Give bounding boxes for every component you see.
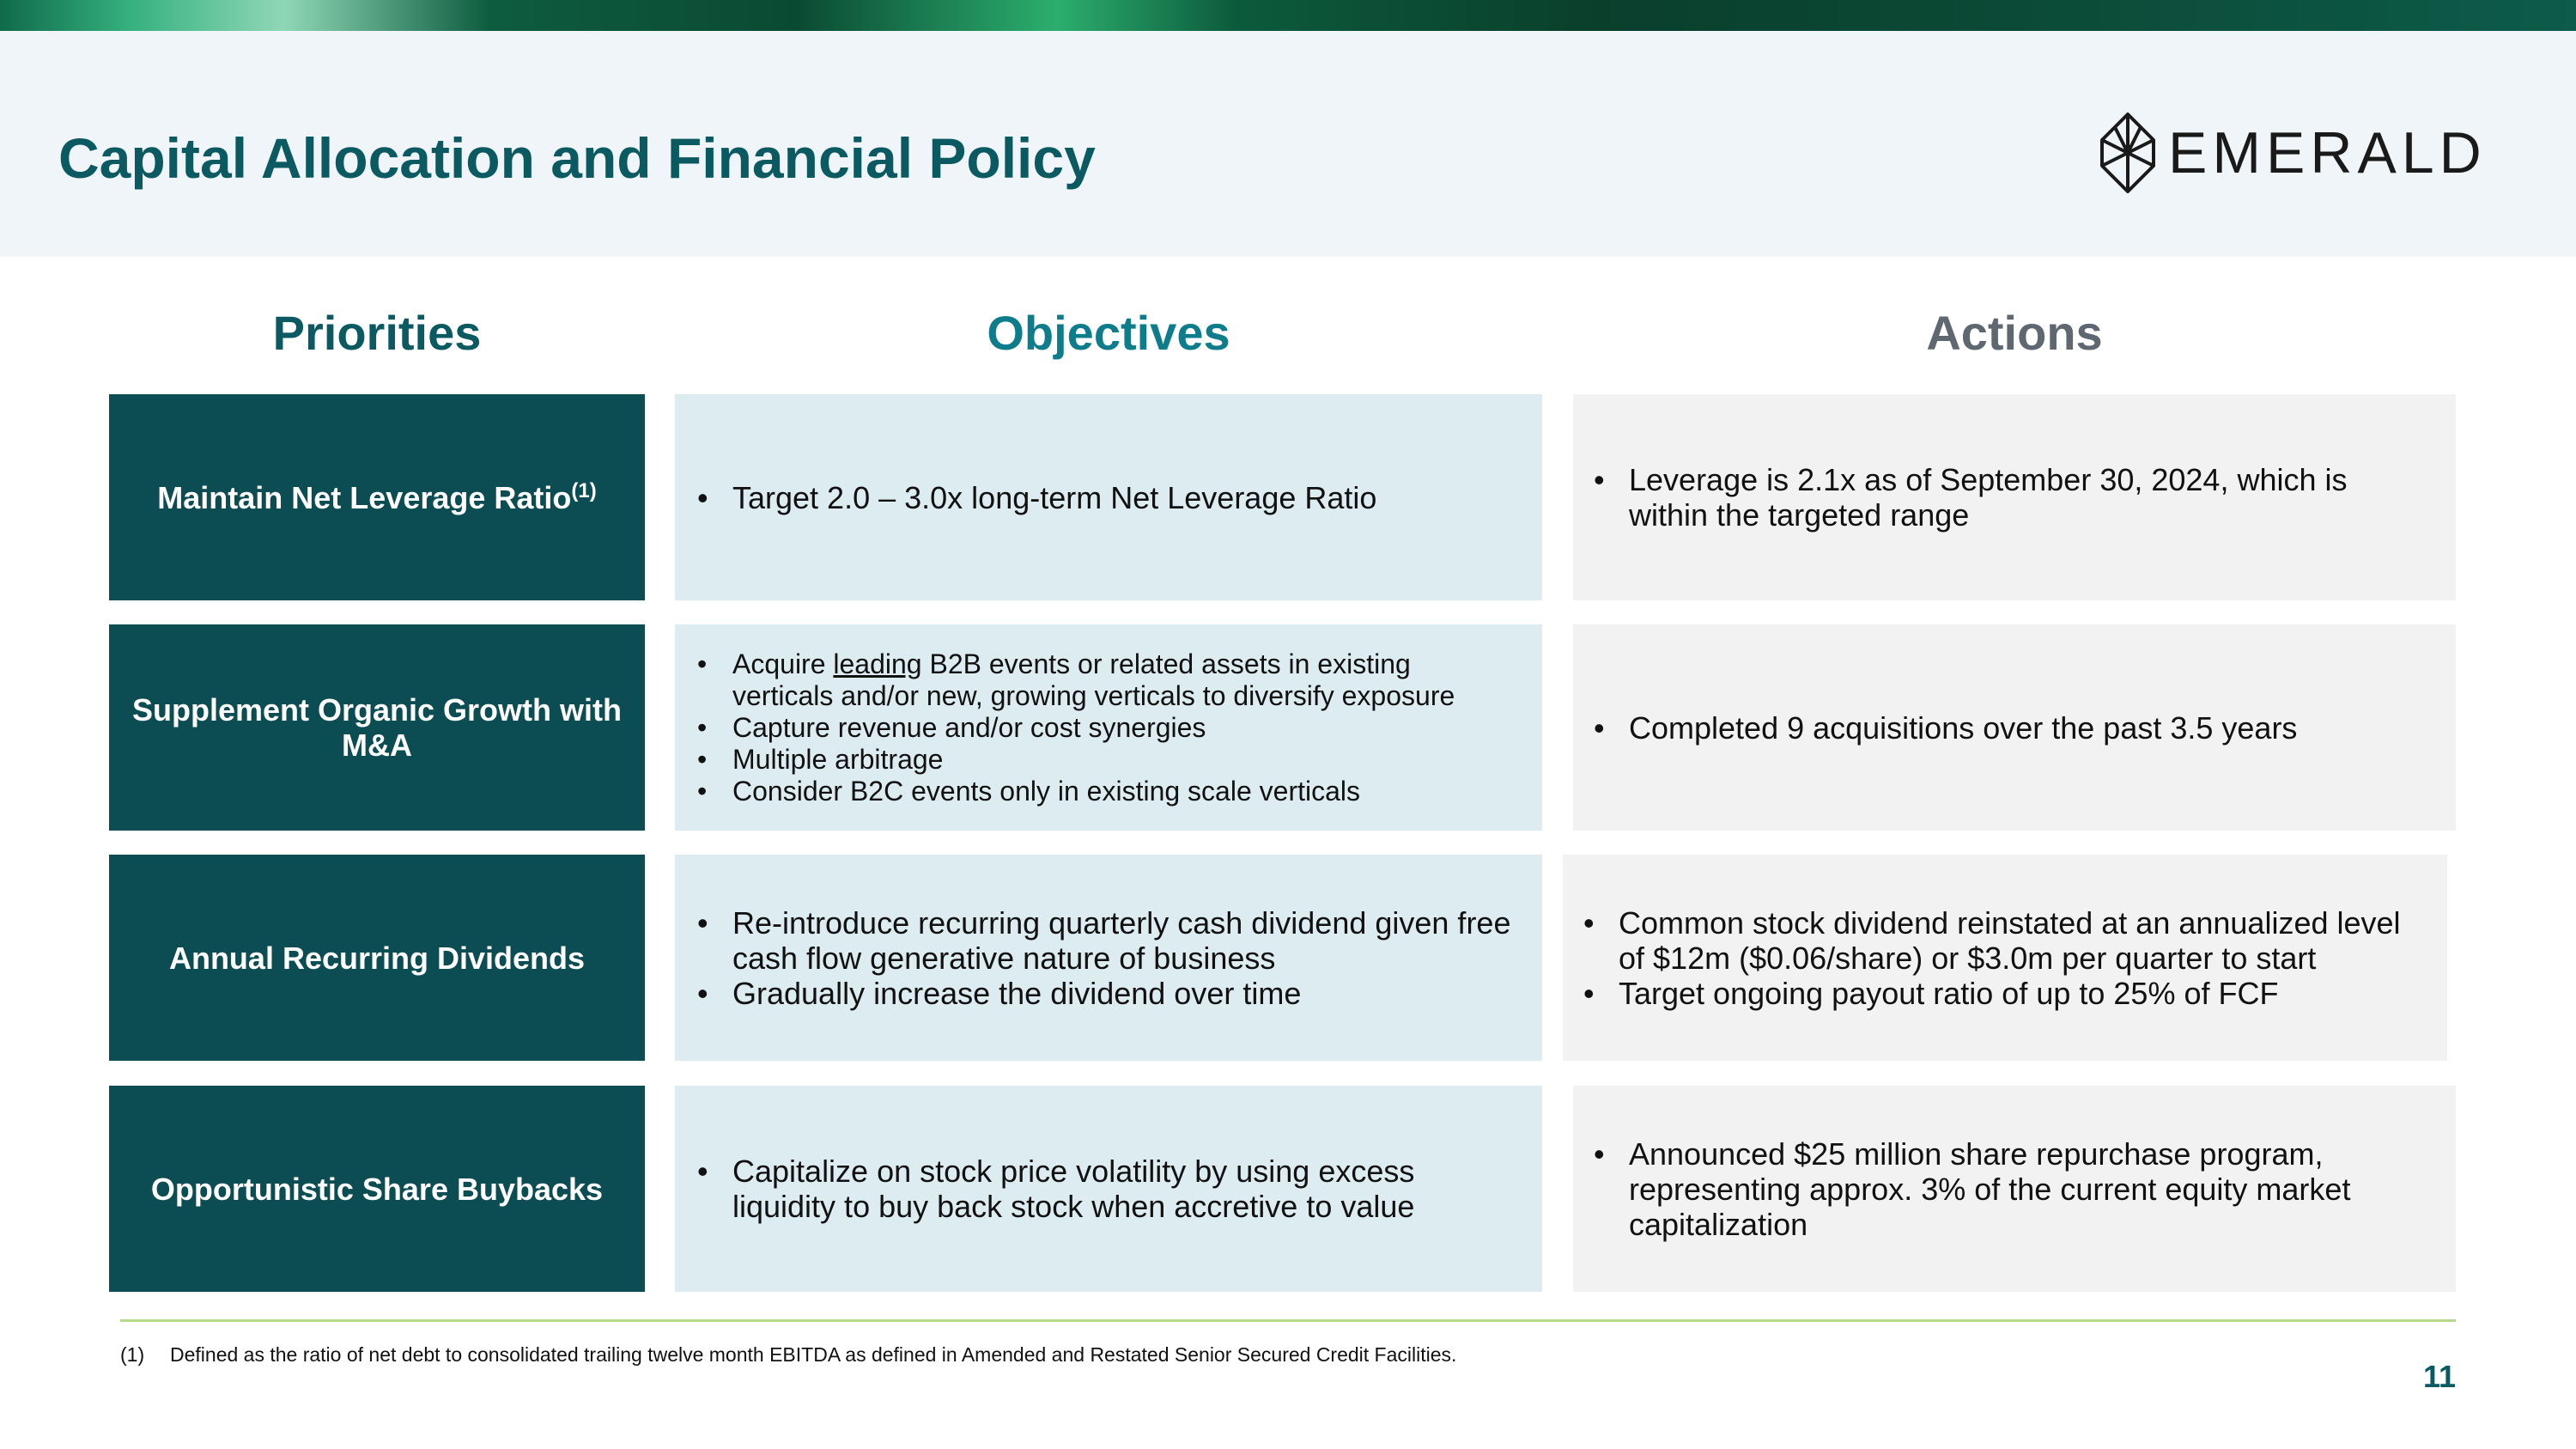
objective-bullet: • Multiple arbitrage xyxy=(694,744,1516,776)
top-gradient-band xyxy=(0,0,2576,31)
objective-bullet: • Consider B2C events only in existing scale verticals xyxy=(694,776,1516,807)
objective-bullet: • Capture revenue and/or cost synergies xyxy=(694,712,1516,744)
priority-box-net-leverage xyxy=(109,394,645,600)
priority-box-mna xyxy=(109,624,645,831)
footnote-number: (1) xyxy=(120,1343,145,1366)
emerald-crystal-icon xyxy=(2099,112,2156,194)
page-title: Capital Allocation and Financial Policy xyxy=(58,126,1096,190)
footnote-divider xyxy=(120,1319,2456,1322)
column-header-priorities: Priorities xyxy=(272,306,482,360)
column-header-actions: Actions xyxy=(1926,306,2103,360)
priority-label: Supplement Organic Growth with M&A xyxy=(131,692,623,763)
objective-box-dividends xyxy=(675,855,1542,1061)
logo-wordmark: EMERALD xyxy=(2168,120,2487,186)
priority-label: Annual Recurring Dividends xyxy=(168,940,586,976)
objective-bullet: • Target 2.0 – 3.0x long-term Net Leverage Ratio xyxy=(694,480,1376,515)
objective-box-buybacks xyxy=(675,1086,1542,1292)
objective-box-mna xyxy=(675,624,1542,831)
footnote-text: Defined as the ratio of net debt to consolidated trailing twelve month EBITDA as defined in Amended and Restated Senior Secured Credit Facilities. xyxy=(170,1343,1457,1366)
objective-bullet: • Gradually increase the dividend over time xyxy=(694,976,1516,1011)
priority-box-dividends xyxy=(109,855,645,1061)
objective-text: Acquire xyxy=(732,648,834,679)
action-box-mna xyxy=(1573,624,2456,831)
footnote-marker: (1) xyxy=(571,478,597,502)
page-number: 11 xyxy=(2422,1359,2456,1394)
column-header-objectives: Objectives xyxy=(987,306,1230,360)
action-box-buybacks xyxy=(1573,1086,2456,1292)
action-bullet: • Announced $25 million share repurchase program, representing approx. 3% of the current equity market capitalization xyxy=(1590,1136,2433,1242)
action-bullet: • Target ongoing payout ratio of up to 25% of FCF xyxy=(1580,976,2425,1011)
underlined-word: leading xyxy=(833,648,922,679)
priority-label: Opportunistic Share Buybacks xyxy=(150,1171,604,1207)
emerald-logo xyxy=(2099,110,2487,196)
objective-box-net-leverage xyxy=(675,394,1542,600)
action-box-net-leverage xyxy=(1573,394,2456,600)
action-box-dividends xyxy=(1563,855,2447,1061)
objective-bullet xyxy=(694,648,1516,712)
objective-bullet: • Re-introduce recurring quarterly cash dividend given free cash flow generative nature of business xyxy=(694,905,1516,976)
action-bullet: • Completed 9 acquisitions over the past 3.5 years xyxy=(1590,710,2297,746)
priority-box-buybacks xyxy=(109,1086,645,1292)
action-bullet: • Common stock dividend reinstated at an annualized level of $12m ($0.06/share) or $3.0m per quarter to start xyxy=(1580,905,2425,976)
footnote xyxy=(120,1343,1456,1367)
priority-label: Maintain Net Leverage Ratio xyxy=(157,479,572,515)
action-bullet: • Leverage is 2.1x as of September 30, 2024, which is within the targeted range xyxy=(1590,462,2433,533)
objective-bullet: • Capitalize on stock price volatility by using excess liquidity to buy back stock when accretive to value xyxy=(694,1154,1516,1224)
objective-text: B2B events or related assets in existing verticals and/or new, growing verticals to diversify exposure xyxy=(732,648,1455,711)
